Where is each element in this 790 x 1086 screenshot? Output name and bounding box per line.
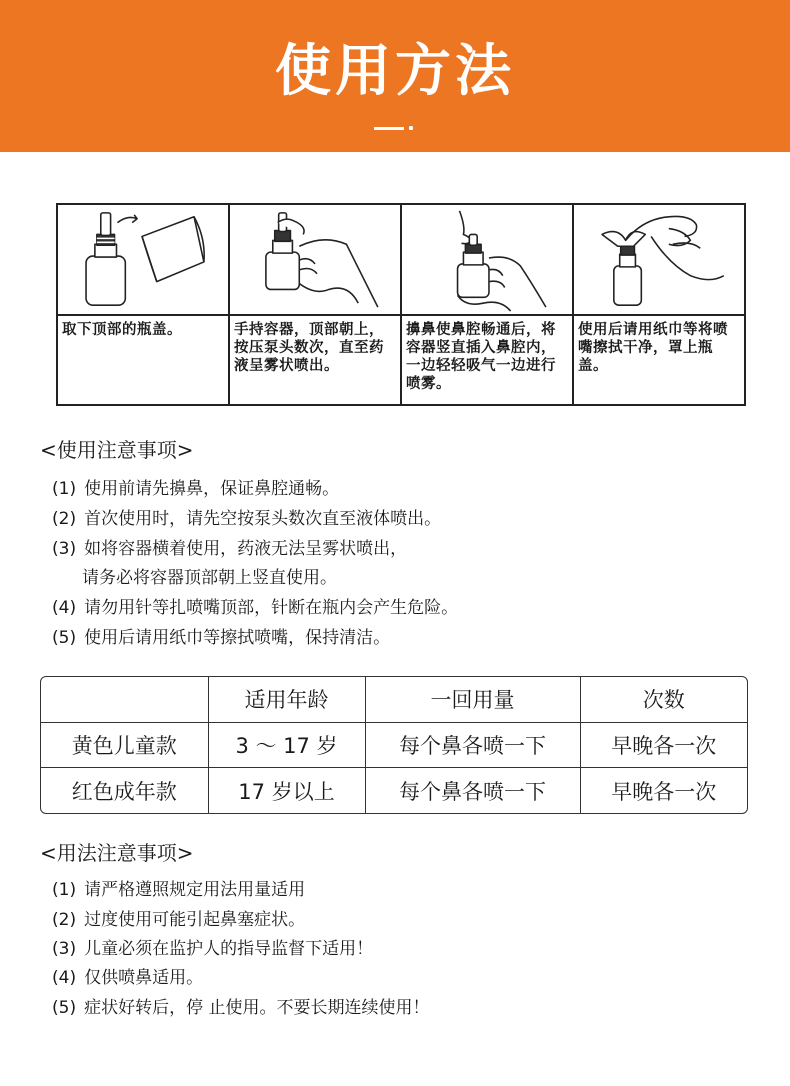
usage-note-item: (2) 首次使用时，请先空按泵头数次直至液体喷出。 <box>52 509 442 529</box>
step-3 <box>402 205 574 404</box>
step-2 <box>230 205 402 404</box>
table-cell: 早晚各一次 <box>580 768 747 813</box>
table-cell: 早晚各一次 <box>580 722 747 768</box>
step-1 <box>58 205 230 404</box>
table-cell: 17 岁以上 <box>208 768 365 813</box>
table-header-cell: 适用年龄 <box>208 677 365 722</box>
usage-notes-title: <使用注意事项> <box>40 438 194 462</box>
table-header-cell: 一回用量 <box>365 677 580 722</box>
step-1-text: 取下顶部的瓶盖。 <box>62 322 182 338</box>
title-underline <box>374 127 404 130</box>
steps-panel <box>56 203 746 406</box>
dosage-note-item: (3) 儿童必须在监护人的指导监督下适用！ <box>52 939 374 959</box>
table-cell: 每个鼻各喷一下 <box>365 722 580 768</box>
table-cell: 3 ～ 17 岁 <box>208 722 365 768</box>
page-title: 使用方法 <box>275 39 515 104</box>
table-header-cell: 次数 <box>580 677 747 722</box>
remove-cap-illustration <box>58 205 228 316</box>
press-pump-illustration <box>230 205 400 316</box>
table-cell: 红色成年款 <box>41 768 208 813</box>
insert-nose-illustration <box>402 205 572 316</box>
dosage-note-item: (4) 仅供喷鼻适用。 <box>52 968 204 988</box>
step-4-text: 使用后请用纸巾等将喷嘴擦拭干净，罩上瓶盖。 <box>578 322 728 374</box>
table-row <box>41 768 747 813</box>
usage-note-item: (1) 使用前请先擤鼻，保证鼻腔通畅。 <box>52 479 340 499</box>
table-cell: 每个鼻各喷一下 <box>365 768 580 813</box>
step-3-text: 擤鼻使鼻腔畅通后，将容器竖直插入鼻腔内，一边轻轻吸气一边进行喷雾。 <box>406 322 556 392</box>
dosage-note-item: (5) 症状好转后，停 止使用。不要长期连续使用！ <box>52 998 430 1018</box>
dosage-note-item: (2) 过度使用可能引起鼻塞症状。 <box>52 910 306 930</box>
dosage-note-item: (1) 请严格遵照规定用法用量适用 <box>52 880 306 900</box>
step-2-text: 手持容器，顶部朝上，按压泵头数次，直至药液呈雾状喷出。 <box>234 322 384 374</box>
table-header-row <box>41 677 747 722</box>
dosage-table <box>40 676 748 814</box>
table-row <box>41 722 747 768</box>
title-underline-dot <box>409 126 413 130</box>
usage-note-item: (3) 如将容器横着使用，药液无法呈雾状喷出， <box>52 539 408 559</box>
dosage-notes-title: <用法注意事项> <box>40 841 194 865</box>
table-cell: 黄色儿童款 <box>41 722 208 768</box>
usage-note-item: (5) 使用后请用纸巾等擦拭喷嘴，保持清洁。 <box>52 628 391 648</box>
wipe-cap-illustration <box>574 205 744 316</box>
table-header-cell <box>41 677 208 722</box>
step-4 <box>574 205 744 404</box>
usage-note-item-continued: 请务必将容器顶部朝上竖直使用。 <box>82 568 337 588</box>
usage-note-item: (4) 请勿用针等扎喷嘴顶部，针断在瓶内会产生危险。 <box>52 598 459 618</box>
header-banner <box>0 0 790 152</box>
